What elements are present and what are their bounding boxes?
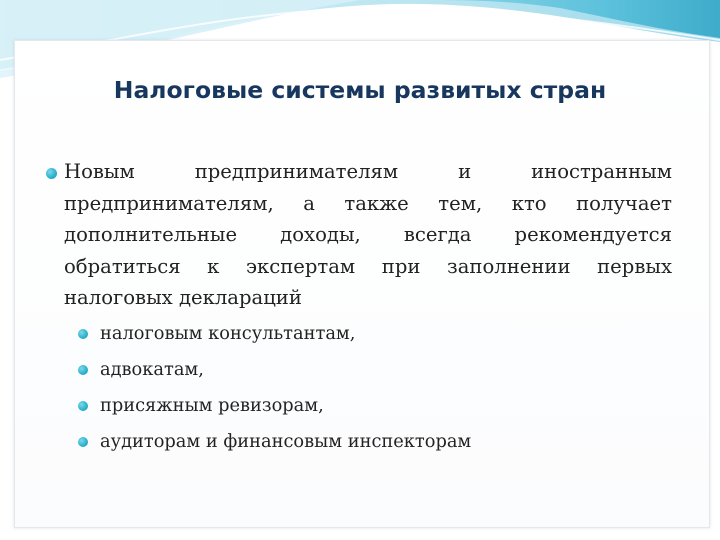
main-bullet-point <box>64 156 672 314</box>
main-point-text: Новым предпринимателям и иностранным предпринимателям, а также тем, кто получает дополнительные доходы, всегда рекомендуется обратиться к экспертам при заполнении первых налоговых деклараций <box>64 160 672 309</box>
round-bullet-icon <box>78 401 88 411</box>
round-bullet-icon <box>78 329 88 339</box>
slide-title: Налоговые системы развитых стран <box>113 76 607 104</box>
list-item <box>100 352 660 388</box>
sub-point-text: аудиторам и финансовым инспекторам <box>100 431 472 452</box>
sub-point-text: адвокатам, <box>100 359 204 380</box>
sub-bullet-list <box>100 316 660 460</box>
round-bullet-icon <box>78 437 88 447</box>
sub-point-text: налоговым консультантам, <box>100 323 356 344</box>
sub-point-text: присяжным ревизорам, <box>100 395 324 416</box>
list-item <box>100 316 660 352</box>
round-bullet-icon <box>46 168 57 179</box>
list-item <box>100 424 660 460</box>
round-bullet-icon <box>78 365 88 375</box>
list-item <box>100 388 660 424</box>
